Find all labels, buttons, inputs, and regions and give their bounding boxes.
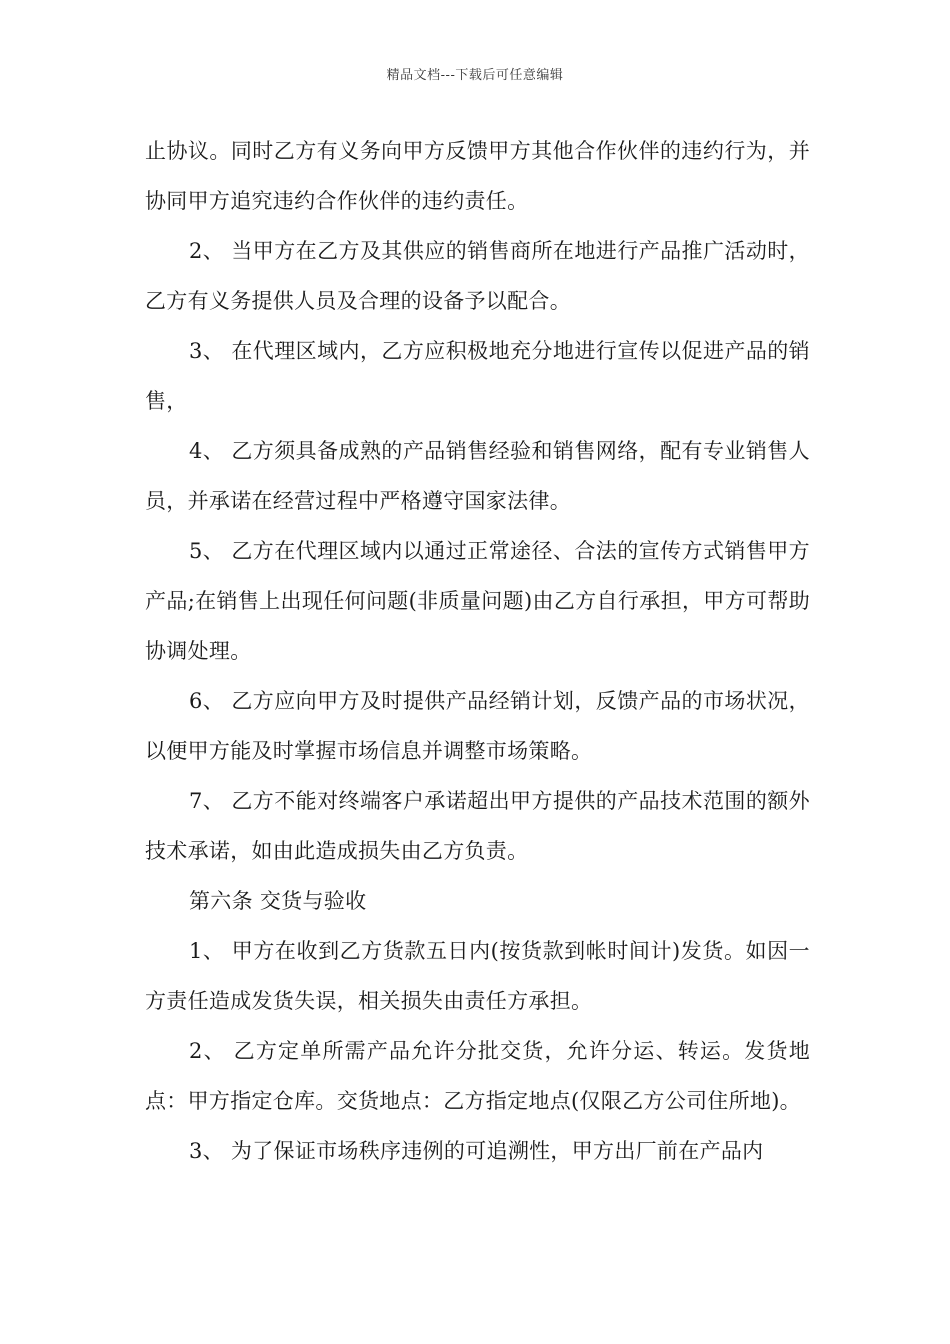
section-heading-article-6: 第六条 交货与验收 [189,889,367,913]
paragraph-delivery-1: 1、 甲方在收到乙方货款五日内(按货款到帐时间计)发货。如因一方责任造成发货失误，相关损失由责任方承担。 [145,939,810,1013]
paragraph-clause-5-sales: 5、 乙方在代理区域内以通过正常途径、合法的宣传方式销售甲方产品;在销售上出现任何问题(非质量问题)由乙方自行承担，甲方可帮助协调处理。 [145,539,810,663]
paragraph-continuation: 止协议。同时乙方有义务向甲方反馈甲方其他合作伙伴的违约行为，并协同甲方追究违约合作伙伴的违约责任。 [145,139,810,213]
document-body [145,126,810,1176]
page-header: 精品文档---下载后可任意编辑 [386,68,564,83]
paragraph-delivery-2: 2、 乙方定单所需产品允许分批交货，允许分运、转运。发货地点：甲方指定仓库。交货地点：乙方指定地点(仅限乙方公司住所地)。 [145,1039,810,1113]
paragraph-clause-7-commitment: 7、 乙方不能对终端客户承诺超出甲方提供的产品技术范围的额外技术承诺，如由此造成损失由乙方负责。 [145,789,810,863]
paragraph-clause-4-experience: 4、 乙方须具备成熟的产品销售经验和销售网络，配有专业销售人员，并承诺在经营过程中严格遵守国家法律。 [145,439,810,513]
paragraph-clause-3-publicity: 3、 在代理区域内，乙方应积极地充分地进行宣传以促进产品的销售， [145,339,810,413]
paragraph-clause-6-plan: 6、 乙方应向甲方及时提供产品经销计划，反馈产品的市场状况，以便甲方能及时掌握市场信息并调整市场策略。 [145,689,810,763]
paragraph-delivery-3: 3、 为了保证市场秩序违例的可追溯性，甲方出厂前在产品内 [189,1139,764,1163]
paragraph-clause-2-promotion: 2、 当甲方在乙方及其供应的销售商所在地进行产品推广活动时，乙方有义务提供人员及合理的设备予以配合。 [145,239,810,313]
